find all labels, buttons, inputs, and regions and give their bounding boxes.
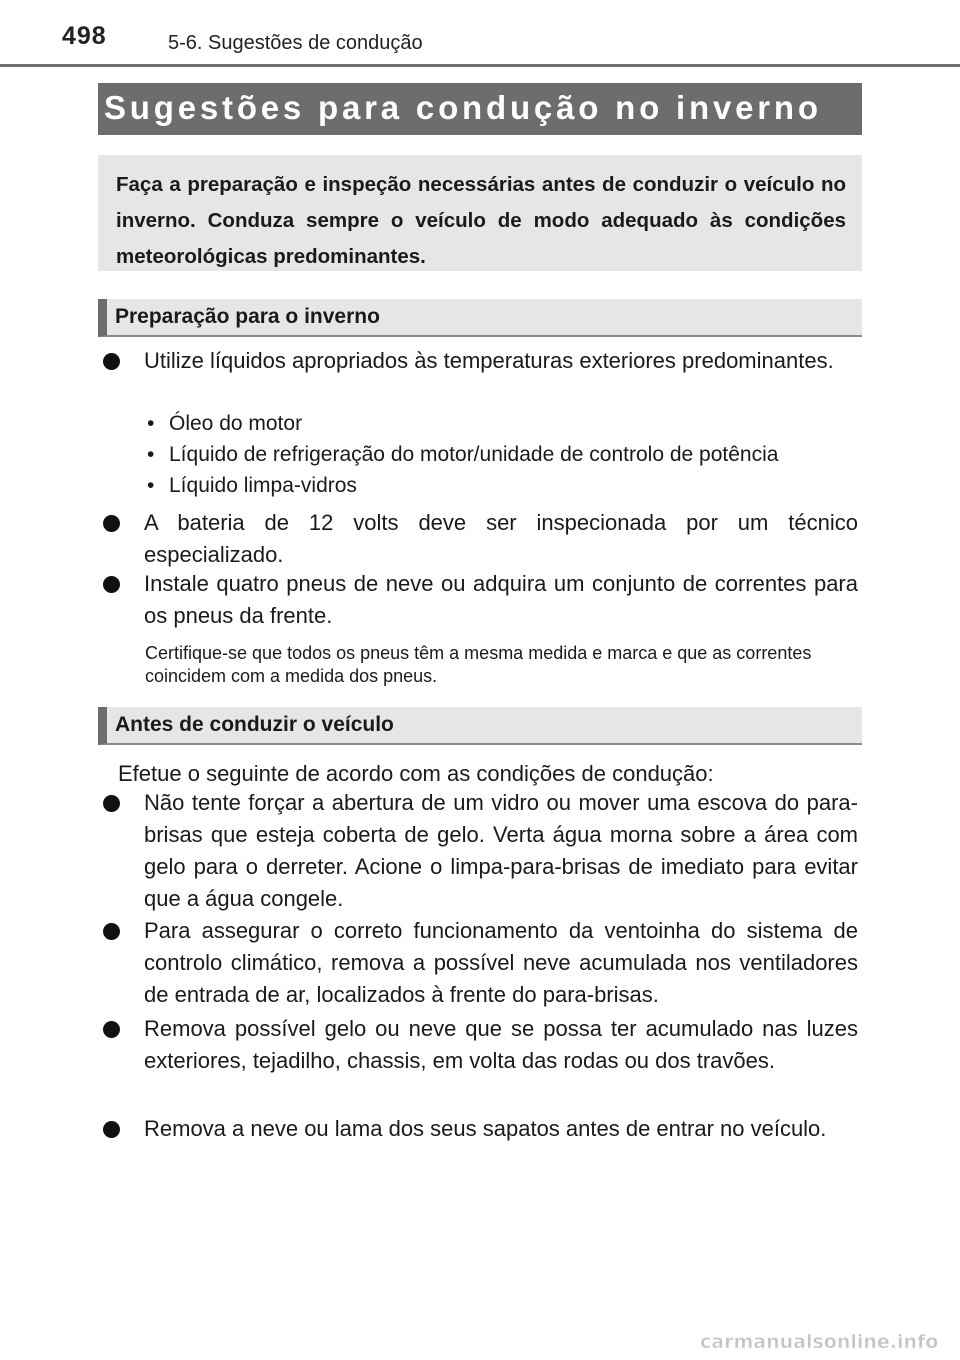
section-heading-label: Preparação para o inverno [115, 305, 380, 328]
list-item [103, 915, 858, 1011]
sub-list-item [147, 409, 302, 439]
bullet-dot-icon [103, 1021, 120, 1038]
section-lead-text: Efetue o seguinte de acordo com as condições de condução: [118, 761, 714, 786]
bullet-dot-icon [103, 1121, 120, 1138]
bullet-point-icon: • [147, 443, 155, 466]
bullet-dot-icon [103, 576, 120, 593]
list-item-text: Instale quatro pneus de neve ou adquira um conjunto de correntes para os pneus da frente. [144, 571, 858, 628]
list-item-text: Não tente forçar a abertura de um vidro ou mover uma escova do para-brisas que esteja coberta de gelo. Verta água morna sobre a área com gelo para o derreter. Acione o limpa-para-brisas de imediato para evitar que a água congele. [144, 790, 858, 911]
list-item [103, 568, 858, 632]
header-divider [0, 64, 960, 67]
bullet-dot-icon [103, 353, 120, 370]
page-title: Sugestões para condução no inverno [104, 89, 822, 126]
intro-box [98, 155, 862, 271]
bullet-dot-icon [103, 923, 120, 940]
list-item [103, 1013, 858, 1077]
list-item-text: Utilize líquidos apropriados às temperaturas exteriores predominantes. [144, 348, 834, 373]
sub-list-item-text: Líquido de refrigeração do motor/unidade de controlo de potência [169, 443, 779, 466]
section-heading-label: Antes de conduzir o veículo [115, 713, 394, 736]
list-item [103, 787, 858, 915]
list-item [103, 345, 858, 377]
list-item-text: A bateria de 12 volts deve ser inspecionada por um técnico especializado. [144, 510, 858, 567]
intro-text: Faça a preparação e inspeção necessárias antes de conduzir o veículo no inverno. Conduza sempre o veículo de modo adequado às condições meteorológicas predominantes. [116, 173, 846, 268]
bullet-point-icon: • [147, 474, 155, 497]
sub-list-item [147, 471, 357, 501]
section-heading-before-driving [98, 707, 862, 745]
list-item-text: Remova possível gelo ou neve que se possa ter acumulado nas luzes exteriores, tejadilho, chassis, em volta das rodas ou dos travões. [144, 1016, 858, 1073]
page-title-bar [98, 83, 862, 135]
bullet-dot-icon [103, 795, 120, 812]
section-heading-winter-prep [98, 299, 862, 337]
list-item [103, 1113, 858, 1145]
sub-list-item-text: Líquido limpa-vidros [169, 474, 357, 497]
list-item-text: Remova a neve ou lama dos seus sapatos antes de entrar no veículo. [144, 1116, 827, 1141]
section-label: 5-6. Sugestões de condução [168, 32, 423, 54]
bullet-point-icon: • [147, 412, 155, 435]
sub-list-item-text: Óleo do motor [169, 412, 303, 435]
bullet-dot-icon [103, 515, 120, 532]
list-item [103, 507, 858, 571]
svg-text:carmanualsonline.info: carmanualsonline.info [700, 1331, 939, 1353]
note-text: Certifique-se que todos os pneus têm a mesma medida e marca e que as correntes coincidem com a medida dos pneus. [145, 643, 812, 686]
sub-list-item [147, 440, 778, 470]
list-item-text: Para assegurar o correto funcionamento da ventoinha do sistema de controlo climático, remova a possível neve acumulada nos ventiladores de entrada de ar, localizados à frente do para-brisas. [144, 918, 858, 1007]
page-number: 498 [62, 22, 107, 50]
watermark-logo [700, 1328, 955, 1356]
